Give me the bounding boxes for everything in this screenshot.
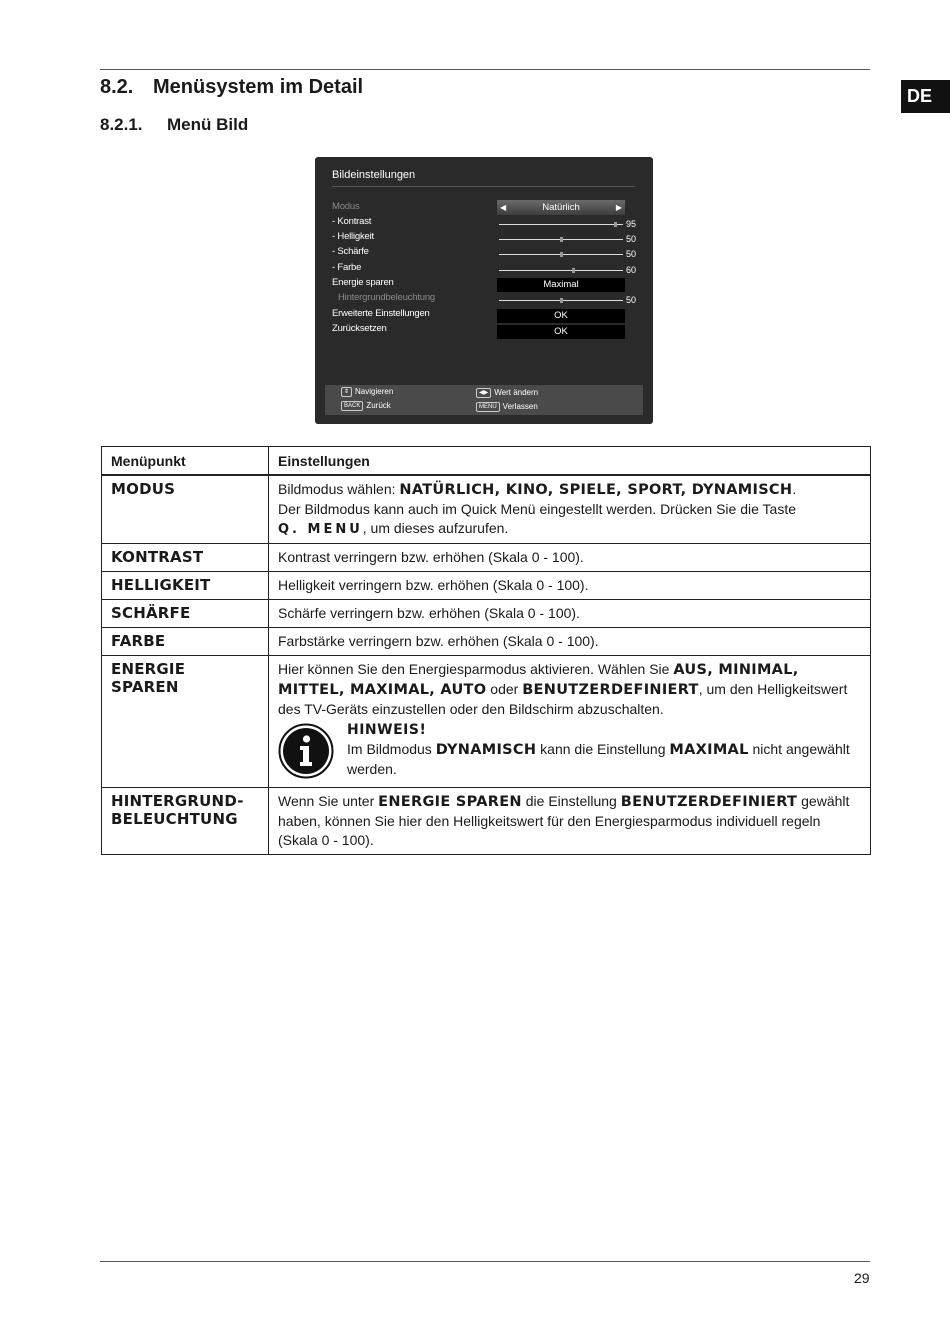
table-row-helligkeit xyxy=(102,572,871,600)
slider-knob xyxy=(572,268,575,273)
row-description xyxy=(269,475,871,544)
keyword-custom: BENUTZERDEFINIERT xyxy=(522,682,699,698)
table-row-hintergrundbeleuchtung xyxy=(102,788,871,855)
text: . xyxy=(792,481,797,497)
row-name-line2: SPAREN xyxy=(111,678,179,696)
row-name: HELLIGKEIT xyxy=(102,572,269,600)
text: , um den Helligkeitswert des TV-Geräts einzustellen oder den Bildschirm abzuschalten. xyxy=(278,681,848,717)
row-name xyxy=(102,656,269,788)
subsection-title-text: Menü Bild xyxy=(167,115,249,134)
note-text xyxy=(347,740,862,779)
row-description: Kontrast verringern bzw. erhöhen (Skala 0 - 100). xyxy=(269,544,871,572)
tv-zuruecksetzen-ok: OK xyxy=(497,325,625,339)
subsection-number: 8.2.1. xyxy=(100,115,143,134)
key-qmenu: Q. MENU xyxy=(278,522,363,537)
text: oder xyxy=(486,681,523,697)
keyword-energie-sparen: ENERGIE SPAREN xyxy=(378,794,522,810)
row-name: MODUS xyxy=(102,475,269,544)
header-einstellungen: Einstellungen xyxy=(269,447,871,476)
row-description: Farbstärke verringern bzw. erhöhen (Skala 0 - 100). xyxy=(269,628,871,656)
tv-energie-value: Maximal xyxy=(497,278,625,292)
section-title xyxy=(100,76,363,99)
tv-row-helligkeit: - Helligkeit xyxy=(332,231,374,242)
updown-key-icon: ⇕ xyxy=(341,387,352,397)
row-name: KONTRAST xyxy=(102,544,269,572)
language-tab: DE xyxy=(901,80,950,113)
table-header-row xyxy=(102,447,871,476)
text: Bildmodus wählen: xyxy=(278,481,400,497)
arrow-left-icon: ◀ xyxy=(500,203,507,212)
tv-row-modus: Modus xyxy=(332,201,360,212)
tv-mode-select xyxy=(497,200,625,215)
tv-value-kontrast: 95 xyxy=(626,219,637,229)
keyword-dynamisch: DYNAMISCH xyxy=(435,742,537,758)
hint-navigate xyxy=(341,387,393,397)
row-name-line1: HINTERGRUND- xyxy=(111,792,244,810)
row-description xyxy=(269,788,871,855)
tv-row-hintergrund: Hintergrundbeleuchtung xyxy=(338,292,436,303)
note-title: HINWEIS! xyxy=(347,722,427,738)
text: gewählt haben, können Sie hier den Helligkeitswert für den Energiesparmodus individuell regeln (Skala 0 - 100). xyxy=(278,793,850,848)
tv-menu-screenshot xyxy=(315,157,653,424)
tv-slider-hintergrund xyxy=(499,300,623,301)
tv-value-farbe: 60 xyxy=(626,265,637,275)
tv-menu-title: Bildeinstellungen xyxy=(332,169,416,181)
tv-mode-value: Natürlich xyxy=(542,202,580,213)
tv-slider-kontrast xyxy=(499,224,623,225)
header-rule xyxy=(100,69,870,70)
slider-knob xyxy=(560,237,563,242)
tv-value-helligkeit: 50 xyxy=(626,234,637,244)
tv-row-farbe: - Farbe xyxy=(332,262,362,273)
hint-navigate-label: Navigieren xyxy=(355,387,394,397)
text: Hier können Sie den Energiesparmodus aktivieren. Wählen Sie xyxy=(278,661,674,677)
text: Im Bildmodus xyxy=(347,741,436,757)
settings-table xyxy=(101,446,871,855)
info-icon xyxy=(278,723,334,779)
text: kann die Einstellung xyxy=(536,741,670,757)
hint-exit xyxy=(476,402,538,412)
row-description: Schärfe verringern bzw. erhöhen (Skala 0 - 100). xyxy=(269,600,871,628)
page-number: 29 xyxy=(854,1270,870,1286)
keyword-maximal: MAXIMAL xyxy=(669,742,749,758)
table-row-energie-sparen xyxy=(102,656,871,788)
row-name-line1: ENERGIE xyxy=(111,660,186,678)
tv-erweitert-ok: OK xyxy=(497,309,625,323)
hint-change xyxy=(476,388,538,398)
note-box xyxy=(278,721,862,783)
table-row-kontrast xyxy=(102,544,871,572)
row-name-line2: BELEUCHTUNG xyxy=(111,810,238,828)
row-name xyxy=(102,788,269,855)
row-name: SCHÄRFE xyxy=(102,600,269,628)
table-row-farbe xyxy=(102,628,871,656)
table-row-schaerfe xyxy=(102,600,871,628)
text: Der Bildmodus kann auch im Quick Menü eingestellt werden. Drücken Sie die Taste xyxy=(278,501,796,517)
arrow-right-icon: ▶ xyxy=(615,203,622,212)
tv-row-zuruecksetzen: Zurücksetzen xyxy=(332,323,387,334)
row-name: FARBE xyxy=(102,628,269,656)
hint-change-label: Wert ändern xyxy=(494,388,539,398)
tv-row-kontrast: - Kontrast xyxy=(332,216,372,227)
back-key-icon: BACK xyxy=(341,401,363,411)
hint-exit-label: Verlassen xyxy=(502,402,538,412)
tv-menu-divider xyxy=(332,186,635,187)
tv-value-hintergrund: 50 xyxy=(626,295,637,305)
header-menuepunkt: Menüpunkt xyxy=(102,447,269,476)
tv-slider-helligkeit xyxy=(499,239,623,240)
keyword-modes: AUS, MINIMAL, MITTEL, MAXIMAL, AUTO xyxy=(278,662,799,698)
table-row-modus xyxy=(102,475,871,544)
tv-slider-farbe xyxy=(499,270,623,271)
tv-menu-footer xyxy=(325,385,643,415)
tv-row-energie: Energie sparen xyxy=(332,277,394,288)
hint-back-label: Zurück xyxy=(366,401,391,411)
text: Wenn Sie unter xyxy=(278,793,379,809)
text: , um dieses aufzurufen. xyxy=(362,520,509,536)
slider-knob xyxy=(560,252,563,257)
tv-row-schaerfe: - Schärfe xyxy=(332,246,369,257)
subsection-title xyxy=(100,115,248,135)
leftright-key-icon: ◀▶ xyxy=(476,388,491,398)
slider-knob xyxy=(614,222,617,227)
text: nicht angewählt werden. xyxy=(347,741,850,777)
menu-key-icon: MENU xyxy=(476,402,500,412)
section-number: 8.2. xyxy=(100,76,134,98)
section-title-text: Menüsystem im Detail xyxy=(153,76,364,98)
slider-knob xyxy=(560,298,563,303)
row-description: Helligkeit verringern bzw. erhöhen (Skala 0 - 100). xyxy=(269,572,871,600)
text: die Einstellung xyxy=(521,793,621,809)
tv-value-schaerfe: 50 xyxy=(626,249,637,259)
tv-slider-schaerfe xyxy=(499,254,623,255)
tv-row-erweitert: Erweiterte Einstellungen xyxy=(332,308,430,319)
mode-keywords: NATÜRLICH, KINO, SPIELE, SPORT, DYNAMISCH xyxy=(399,482,793,498)
hint-back xyxy=(341,401,391,411)
footer-rule xyxy=(100,1261,870,1262)
keyword-custom: BENUTZERDEFINIERT xyxy=(620,794,798,810)
row-description xyxy=(269,656,871,788)
